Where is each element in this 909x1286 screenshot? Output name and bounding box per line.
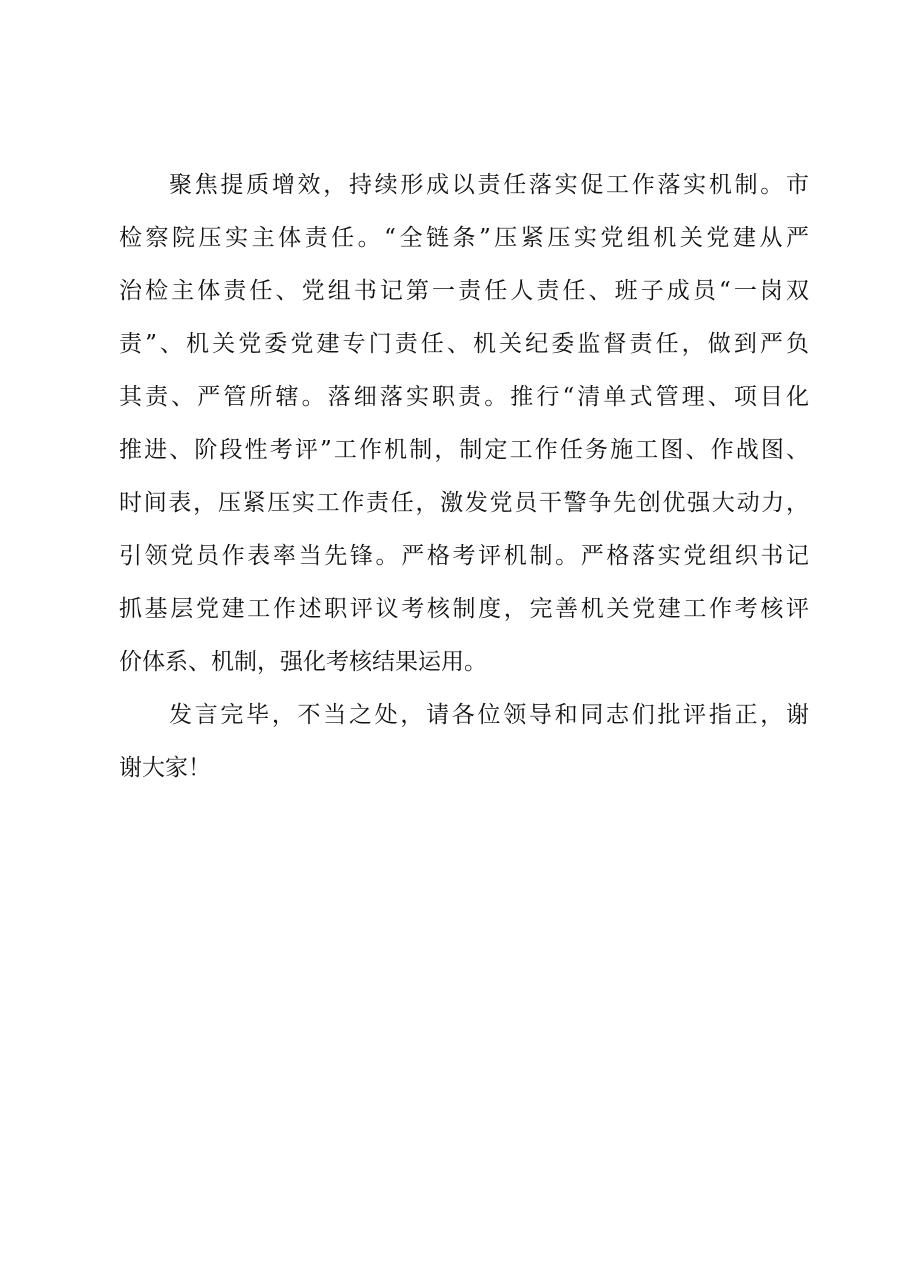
document-body bbox=[119, 159, 809, 795]
paragraph-closing bbox=[119, 689, 809, 795]
text-line: 抓基层党建工作述职评议考核制度，完善机关党建工作考核评 bbox=[119, 596, 809, 622]
text-line: 责”、机关党委党建专门责任、机关纪委监督责任，做到严负 bbox=[119, 331, 809, 357]
text-line: 检察院压实主体责任。“全链条”压紧压实党组机关党建从严 bbox=[119, 225, 809, 251]
paragraph-responsibility bbox=[119, 159, 809, 689]
text-line: 治检主体责任、党组书记第一责任人责任、班子成员“一岗双 bbox=[119, 278, 809, 304]
text-line: 聚焦提质增效，持续形成以责任落实促工作落实机制。市 bbox=[169, 172, 809, 198]
text-line: 发言完毕，不当之处，请各位领导和同志们批评指正，谢 bbox=[169, 702, 809, 728]
text-line: 时间表，压紧压实工作责任，激发党员干警争先创优强大动力， bbox=[119, 490, 809, 516]
text-line: 价体系、机制，强化考核结果运用。 bbox=[119, 649, 487, 675]
text-line: 其责、严管所辖。落细落实职责。推行“清单式管理、项目化 bbox=[119, 384, 809, 410]
text-line: 推进、阶段性考评”工作机制，制定工作任务施工图、作战图、 bbox=[119, 437, 809, 463]
text-line: 谢大家！ bbox=[119, 755, 211, 781]
text-line: 引领党员作表率当先锋。严格考评机制。严格落实党组织书记 bbox=[119, 543, 809, 569]
